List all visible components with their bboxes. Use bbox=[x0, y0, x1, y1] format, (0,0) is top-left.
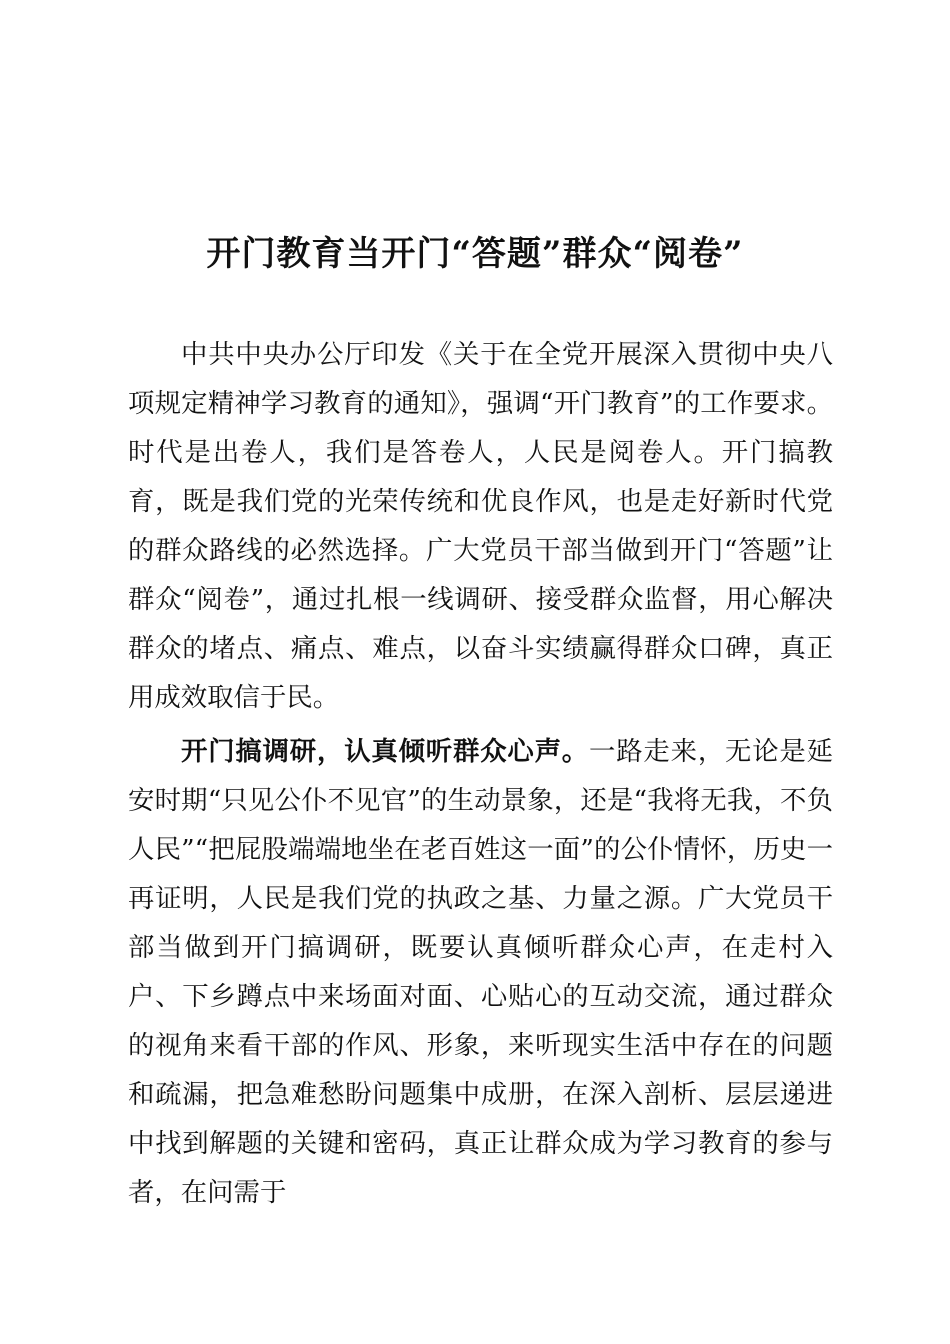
paragraph-lead-heading: 开门搞调研，认真倾听群众心声。 bbox=[181, 736, 590, 767]
document-body bbox=[128, 330, 833, 1222]
paragraph-intro bbox=[128, 330, 833, 722]
paragraph-text: 中共中央办公厅印发《关于在全党开展深入贯彻中央八项规定精神学习教育的通知》，强调“开门教育”的工作要求。时代是出卷人，我们是答卷人，人民是阅卷人。开门搞教育，既是我们党的光荣传统和优良作风，也是走好新时代党的群众路线的必然选择。广大党员干部当做到开门“答题”让群众“阅卷”，通过扎根一线调研、接受群众监督，用心解决群众的堵点、痛点、难点，以奋斗实绩赢得群众口碑，真正用成效取信于民。 bbox=[128, 339, 833, 713]
document-title: 开门教育当开门“答题”群众“阅卷” bbox=[206, 234, 744, 274]
paragraph-text: 一路走来，无论是延安时期“只见公仆不见官”的生动景象，还是“我将无我，不负人民”“把屁股端端地坐在老百姓这一面”的公仆情怀，历史一再证明，人民是我们党的执政之基、力量之源。广大党员干部当做到开门搞调研，既要认真倾听群众心声，在走村入户、下乡蹲点中来场面对面、心贴心的互动交流，通过群众的视角来看干部的作风、形象，来听现实生活中存在的问题和疏漏，把急难愁盼问题集中成册，在深入剖析、层层递进中找到解题的关键和密码，真正让群众成为学习教育的参与者，在问需于 bbox=[128, 736, 834, 1208]
paragraph-research bbox=[128, 727, 833, 1217]
